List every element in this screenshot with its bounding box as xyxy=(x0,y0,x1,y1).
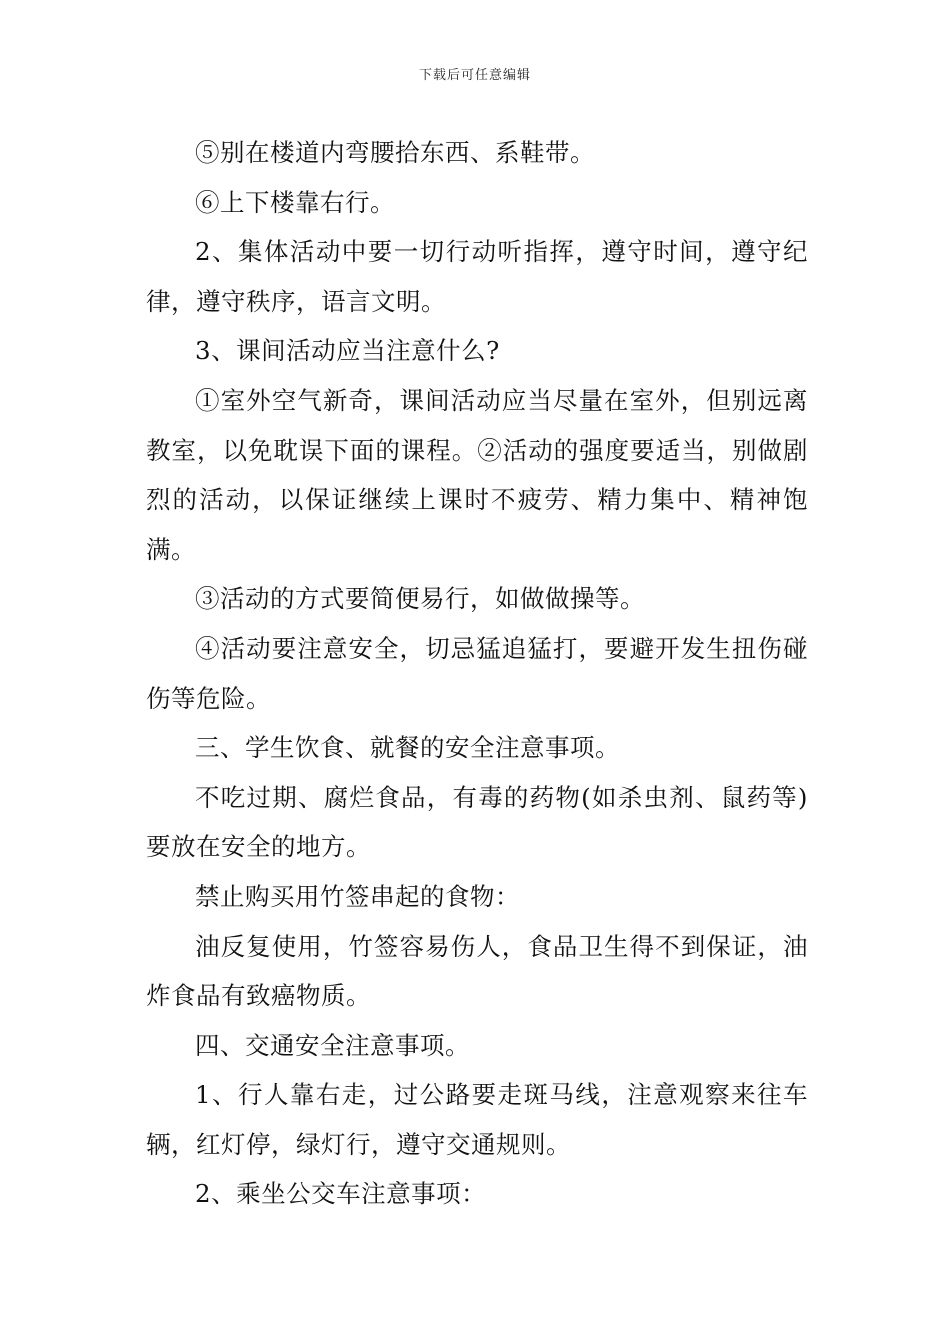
paragraph-12: 四、交通安全注意事项。 xyxy=(195,1030,470,1060)
paragraph-14: 2、乘坐公交车注意事项： xyxy=(195,1179,487,1209)
paragraph-9: 不吃过期、腐烂食品，有毒的药物(如杀虫剂、鼠药等)要放在安全的地方。 xyxy=(146,782,808,862)
paragraph-4: 3、课间活动应当注意什么? xyxy=(195,336,500,366)
paragraph-2: ⑥上下楼靠右行。 xyxy=(195,187,395,217)
paragraph-8: 三、学生饮食、就餐的安全注意事项。 xyxy=(195,733,620,763)
paragraph-13: 1、行人靠右走，过公路要走斑马线，注意观察来往车辆，红灯停，绿灯行，遵守交通规则。 xyxy=(146,1080,808,1159)
paragraph-11: 油反复使用，竹签容易伤人，食品卫生得不到保证，油炸食品有致癌物质。 xyxy=(146,931,808,1011)
paragraph-6: ③活动的方式要简便易行，如做做操等。 xyxy=(195,584,645,614)
paragraph-1: ⑤别在楼道内弯腰拾东西、系鞋带。 xyxy=(195,138,595,167)
paragraph-5: ①室外空气新奇，课间活动应当尽量在室外，但别远离教室，以免耽误下面的课程。②活动的强度要适当，别做剧烈的活动，以保证继续上课时不疲劳、精力集中、精神饱满。 xyxy=(146,385,808,564)
page-header: 下载后可任意编辑 xyxy=(418,68,531,83)
paragraph-3: 2、集体活动中要一切行动听指挥，遵守时间，遵守纪律，遵守秩序，语言文明。 xyxy=(146,237,808,316)
paragraph-7: ④活动要注意安全，切忌猛追猛打，要避开发生扭伤碰伤等危险。 xyxy=(146,633,808,713)
document-body xyxy=(146,128,808,1219)
paragraph-10: 禁止购买用竹签串起的食物： xyxy=(195,881,520,911)
